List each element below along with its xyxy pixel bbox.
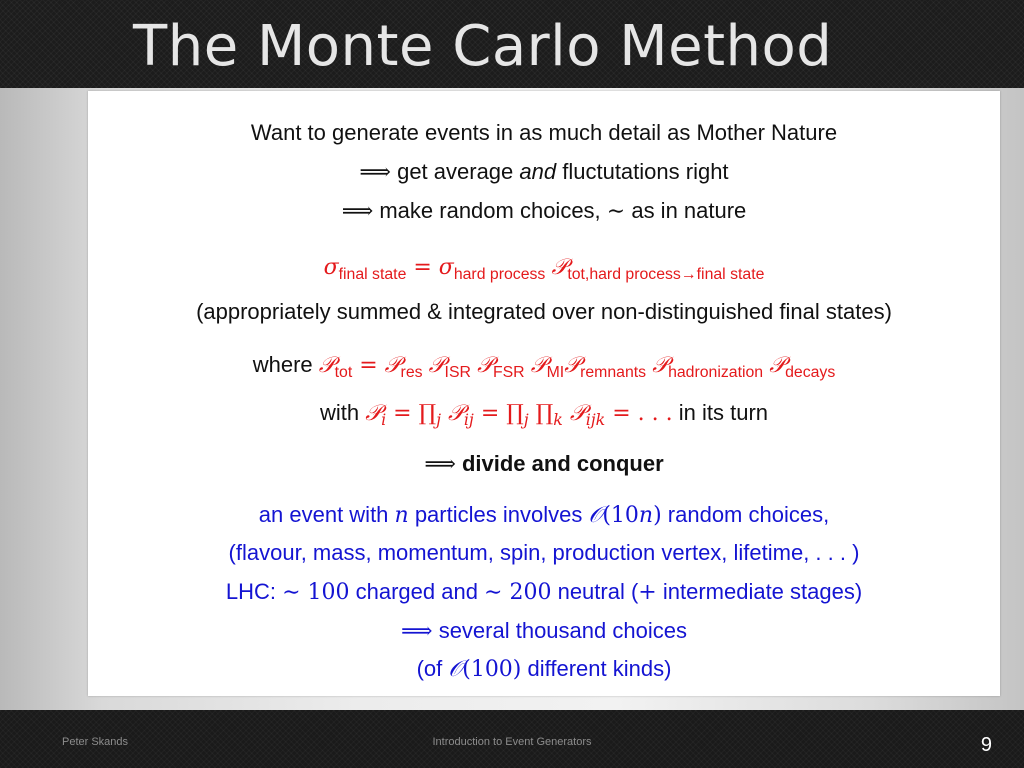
divide-conquer-text: divide and conquer	[455, 451, 664, 476]
line-where	[88, 351, 1000, 380]
average-text-b: fluctutations right	[556, 159, 729, 184]
big-o-symbol: 𝒪	[448, 657, 463, 682]
line-event-particles	[88, 501, 1000, 530]
choice-list-text: (flavour, mass, momentum, spin, production vertex, lifetime, . . . )	[228, 540, 860, 565]
probability-symbol: 𝒫	[448, 401, 464, 426]
appropriately-text: (appropriately summed & integrated over non-distinguished final states)	[196, 299, 892, 324]
probability-symbol: 𝒫	[384, 353, 401, 378]
big-o-symbol: 𝒪	[588, 503, 603, 528]
implies-arrow: ⟹	[424, 452, 456, 477]
sub-ij: ij	[463, 409, 474, 429]
footer-author: Peter Skands	[62, 736, 129, 748]
sub-k: k	[553, 409, 563, 429]
ellipsis: = . . .	[605, 401, 673, 426]
event-text-c: random choices,	[661, 502, 830, 527]
factorization-formula	[365, 401, 673, 429]
line-average	[88, 158, 1000, 187]
equals-sign: =	[406, 255, 439, 280]
in-its-turn-text: in its turn	[672, 400, 769, 425]
sigma-symbol: σ	[323, 255, 339, 280]
tilde-symbol: ∼	[282, 580, 301, 605]
tilde-symbol: ∼	[606, 199, 626, 224]
kinds-text-a: (of	[416, 656, 449, 681]
implies-arrow: ⟹	[359, 160, 391, 185]
probability-symbol: 𝒫	[365, 401, 382, 426]
product-symbol: ∏	[535, 401, 554, 426]
n-symbol: n	[638, 503, 654, 528]
probability-symbol: 𝒫	[551, 255, 568, 280]
line-lhc	[88, 578, 1000, 607]
line-several-thousand	[88, 617, 1000, 646]
sub-tot-hard: tot,hard process→final state	[567, 265, 765, 283]
event-text-b: particles involves	[408, 502, 589, 527]
probability-symbol: 𝒫	[769, 353, 786, 378]
plus-symbol: +	[638, 580, 657, 605]
implies-arrow: ⟹	[341, 199, 374, 224]
probability-symbol: 𝒫	[318, 353, 335, 378]
equals-sign: =	[473, 401, 507, 426]
sub-hard-process: hard process	[453, 265, 546, 283]
equals-sign: =	[352, 353, 385, 378]
slide-title: The Monte Carlo Method	[133, 14, 833, 79]
lhc-text-d: intermediate stages)	[656, 579, 863, 604]
average-text-a: get average	[390, 159, 520, 184]
page-number: 9	[980, 734, 992, 756]
sub-tot: tot	[334, 363, 353, 381]
line-choice-list	[88, 539, 1000, 567]
probability-symbol: 𝒫	[569, 401, 586, 426]
probability-symbol: 𝒫	[477, 353, 493, 378]
product-symbol: ∏	[418, 401, 437, 426]
event-text-a: an event with	[258, 502, 395, 527]
sub-res: res	[400, 363, 423, 381]
probability-symbol: 𝒫	[530, 353, 547, 378]
with-text: with	[319, 400, 366, 425]
line-with	[88, 399, 1000, 428]
n-symbol: n	[394, 503, 409, 528]
sub-j: j	[436, 409, 441, 429]
sigma-symbol: σ	[438, 255, 454, 280]
line-appropriately	[88, 298, 1000, 326]
average-and: and	[519, 159, 557, 184]
sub-mi: MI	[546, 363, 565, 381]
probability-symbol: 𝒫	[652, 353, 669, 378]
probability-symbol: 𝒫	[564, 353, 581, 378]
probability-product-formula	[318, 352, 836, 381]
implies-arrow: ⟹	[401, 619, 433, 644]
several-thousand-text: several thousand choices	[432, 618, 687, 643]
random-text-a: make random choices,	[373, 198, 607, 223]
line-random	[88, 197, 1000, 226]
big-o-100: (100)	[462, 657, 522, 682]
where-text: where	[252, 352, 319, 377]
intro-text: Want to generate events in as much detail as Mother Nature	[250, 120, 838, 145]
product-symbol: ∏	[506, 401, 524, 426]
sub-j: j	[523, 409, 529, 429]
line-intro	[88, 119, 1000, 147]
lhc-text-b: charged and	[349, 579, 485, 604]
sub-fsr: FSR	[492, 363, 525, 381]
sub-decays: decays	[785, 363, 836, 381]
title-bar	[0, 0, 1024, 88]
sub-final-state: final state	[338, 265, 407, 283]
lhc-label: LHC:	[225, 579, 283, 604]
probability-symbol: 𝒫	[428, 353, 445, 378]
content-panel	[88, 91, 1000, 696]
sub-i: i	[381, 409, 387, 429]
sub-hadronization: hadronization	[668, 363, 764, 381]
random-text-b: as in nature	[625, 198, 747, 223]
tilde-symbol: ∼	[484, 580, 503, 605]
lhc-200: 200	[502, 580, 552, 605]
footer-bar	[0, 710, 1024, 768]
lhc-100: 100	[300, 580, 350, 605]
footer-title: Introduction to Event Generators	[432, 736, 592, 748]
sub-isr: ISR	[444, 363, 471, 381]
kinds-text-b: different kinds)	[521, 656, 672, 681]
cross-section-formula	[88, 253, 1000, 282]
equals-sign: =	[386, 401, 419, 426]
sub-ijk: ijk	[585, 409, 606, 429]
big-o-argument: (10	[602, 503, 639, 528]
line-different-kinds	[88, 655, 1000, 684]
sub-remnants: remnants	[580, 363, 647, 381]
lhc-text-c: neutral (	[551, 579, 639, 604]
big-o-close: )	[653, 503, 662, 528]
line-divide	[88, 450, 1000, 479]
